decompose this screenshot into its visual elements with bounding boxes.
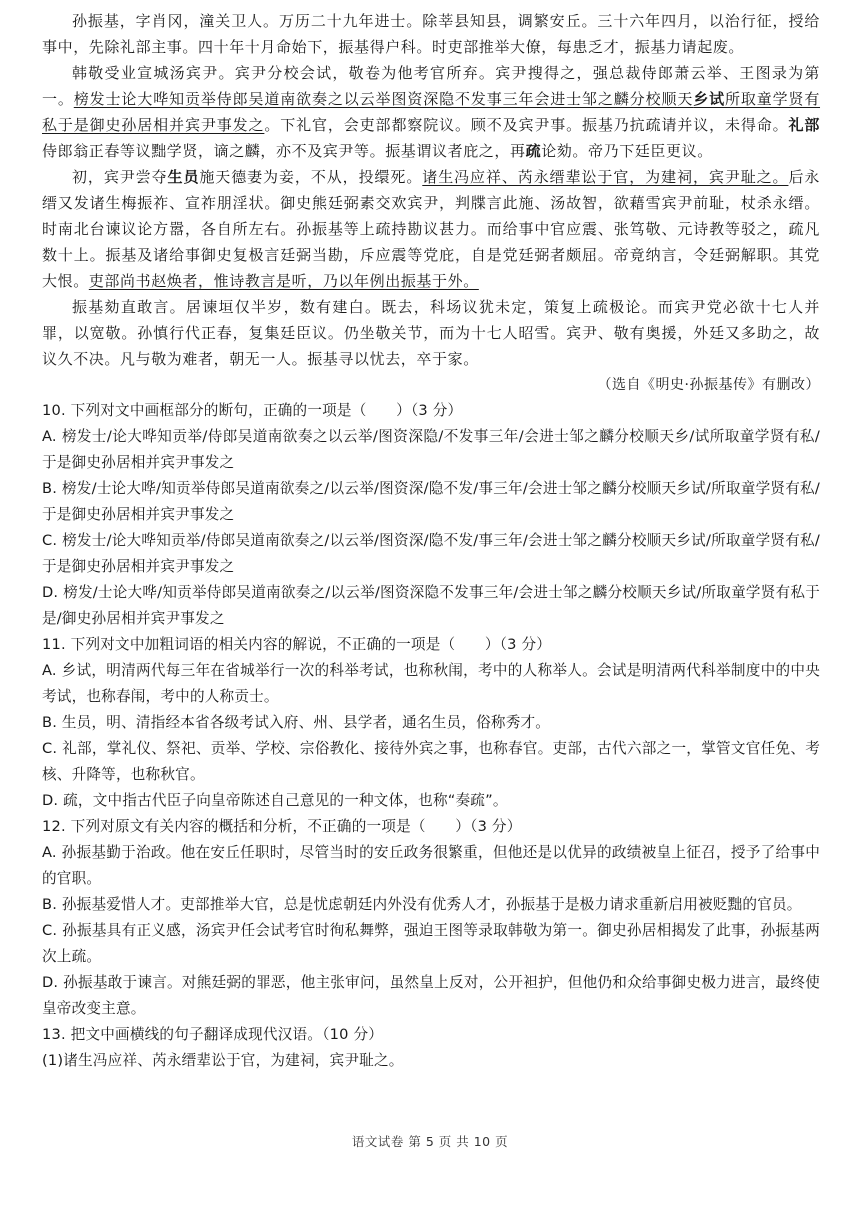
text-run: 诸生冯应祥、芮永缙辈讼于官，为建祠，宾尹耻之。 <box>422 168 789 186</box>
text-run: 后永缙又发诸生梅振祚、宣祚朋淫状。御史熊廷弼素交欢宾尹，判牒言此施、汤故智，欲藉雪宾尹前耻，杖杀永缙。时南北台谏议论方嚣，各自所左右。孙振基等上疏持勘议甚力。而给事中官应震、张笃敬、元诗教等驳之，疏凡数十上。振基及诸给事御史复极言廷弼当勘，斥应震等党庇，自是党廷弼者颇屈。帝竟纳言，令廷弼解职。其党大恨。 <box>42 168 820 290</box>
passage-paragraph-2 <box>42 60 820 164</box>
exam-page <box>42 8 820 1074</box>
question-13-sentence-1: (1)诸生冯应祥、芮永缙辈讼于官，为建祠，宾尹耻之。 <box>42 1052 404 1069</box>
text-run: 侍郎翁正春等议黜学贤，谪之麟，亦不及宾尹等。振基谓议者庇之，再 <box>42 142 526 160</box>
text-run: 生员 <box>167 168 200 186</box>
passage-paragraph-1: 孙振基，字肖冈，潼关卫人。万历二十九年进士。除莘县知县，调繁安丘。三十六年四月，以治行征，授给事中，先除礼部主事。四十年十月命始下，振基得户科。时吏部推举大僚，每患乏才，振基力请起废。 <box>42 12 820 56</box>
question-13-stem: 13. 把文中画横线的句子翻译成现代汉语。（10 分） <box>42 1026 384 1043</box>
question-12 <box>42 814 820 1022</box>
text-run: 所取童学贤有私于是御史孙居相并宾尹事发之 <box>42 90 821 134</box>
passage-paragraph-4: 振基劾直敢言。居谏垣仅半岁，数有建白。既去，科场议犹未定，策复上疏极论。而宾尹党必欲十七人并罪，以宽敬。孙慎行代正春，复集廷臣议。仍坐敬关节，而为十七人昭雪。宾尹、敬有奥援，外廷又多助之，故议久不决。凡与敬为难者，朝无一人。振基寻以忧去，卒于家。 <box>42 298 820 368</box>
question-11 <box>42 632 820 814</box>
page-footer: 语文试卷 第 5 页 共 10 页 <box>351 1134 509 1149</box>
text-run: 乡试 <box>693 90 725 108</box>
question-12-option-c: C. 孙振基具有正义感，汤宾尹任会试考官时徇私舞弊，强迫王图等录取韩敬为第一。御史孙居相揭发了此事，孙振基两次上疏。 <box>42 922 820 965</box>
passage-source: （选自《明史·孙振基传》有删改） <box>597 377 820 393</box>
text-run: 。下礼官，会吏部都察院议。顾不及宾尹事。振基乃抗疏请并议，未得命。 <box>264 116 789 134</box>
question-10-stem: 10. 下列对文中画框部分的断句，正确的一项是（ ）（3 分） <box>42 402 463 419</box>
question-10 <box>42 398 820 632</box>
question-12-option-b: B. 孙振基爱惜人才。吏部推举大官，总是忧虑朝廷内外没有优秀人才，孙振基于是极力请求重新启用被贬黜的官员。 <box>42 896 802 913</box>
text-run: 吏部尚书赵焕者，惟诗教言是听，乃以年例出振基于外。 <box>88 272 479 290</box>
question-11-option-d: D. 疏，文中指古代臣子向皇帝陈述自己意见的一种文体，也称“奏疏”。 <box>42 792 508 809</box>
question-13 <box>42 1022 820 1074</box>
question-12-stem: 12. 下列对原文有关内容的概括和分析，不正确的一项是（ ）（3 分） <box>42 818 522 835</box>
text-run: 初，宾尹尝夺 <box>72 168 168 186</box>
question-11-option-b: B. 生员，明、清指经本省各级考试入府、州、县学者，通名生员，俗称秀才。 <box>42 714 551 731</box>
question-12-option-a: A. 孙振基勤于治政。他在安丘任职时，尽管当时的安丘政务很繁重，但他还是以优异的政绩被皇上征召，授予了给事中的官职。 <box>42 844 820 887</box>
question-10-option-d: D. 榜发/士论大哗/知贡举侍郎吴道南欲奏之/以云举/图资深隐不发事三年/会进士邹之麟分校顺天乡试/所取童学贤有私于是/御史孙居相并宾尹事发之 <box>42 584 820 627</box>
question-11-stem: 11. 下列对文中加粗词语的相关内容的解说，不正确的一项是（ ）（3 分） <box>42 636 552 653</box>
question-11-option-a: A. 乡试，明清两代每三年在省城举行一次的科举考试，也称秋闱，考中的人称举人。会试是明清两代科举制度中的中央考试，也称春闱，考中的人称贡士。 <box>42 662 820 705</box>
text-run: 韩敬受业宣城汤宾尹。宾尹分校会试，敬卷为他考官所弃。宾尹搜得之，强总裁侍郎萧云举、王图录为第一。 <box>42 64 820 108</box>
question-10-option-a: A. 榜发士/论大哗知贡举/侍郎吴道南欲奏之以云举/图资深隐/不发事三年/会进士邹之麟分校顺天乡/试所取童学贤有私/于是御史孙居相并宾尹事发之 <box>42 428 820 471</box>
text-run: 论劾。帝乃下廷臣更议。 <box>541 142 713 160</box>
question-10-option-b: B. 榜发/士论大哗/知贡举侍郎吴道南欲奏之/以云举/图资深/隐不发/事三年/会进士邹之麟分校顺天乡试/所取童学贤有私/于是御史孙居相并宾尹事发之 <box>42 480 820 523</box>
text-run: 礼部 <box>788 116 820 134</box>
text-run: 榜发士论大哗知贡举侍郎吴道南欲奏之以云举图资深隐不发事三年会进士邹之麟分校顺天 <box>73 90 694 108</box>
question-10-option-c: C. 榜发士/论大哗知贡举/侍郎吴道南欲奏之/以云举/图资深/隐不发/事三年/会进士邹之麟分校顺天乡试/所取童学贤有私/于是御史孙居相并宾尹事发之 <box>42 532 820 575</box>
question-11-option-c: C. 礼部，掌礼仪、祭祀、贡举、学校、宗俗教化、接待外宾之事，也称春官。吏部，古代六部之一，掌管文官任免、考核、升降等，也称秋官。 <box>42 740 820 783</box>
passage-paragraph-3 <box>42 164 820 294</box>
question-12-option-d: D. 孙振基敢于谏言。对熊廷弼的罪恶，他主张审问，虽然皇上反对，公开袒护，但他仍和众给事御史极力进言，最终使皇帝改变主意。 <box>42 974 820 1017</box>
text-run: 施天德妻为妾，不从，投缳死。 <box>199 168 423 186</box>
text-run: 疏 <box>525 142 542 160</box>
classical-passage <box>42 8 820 398</box>
